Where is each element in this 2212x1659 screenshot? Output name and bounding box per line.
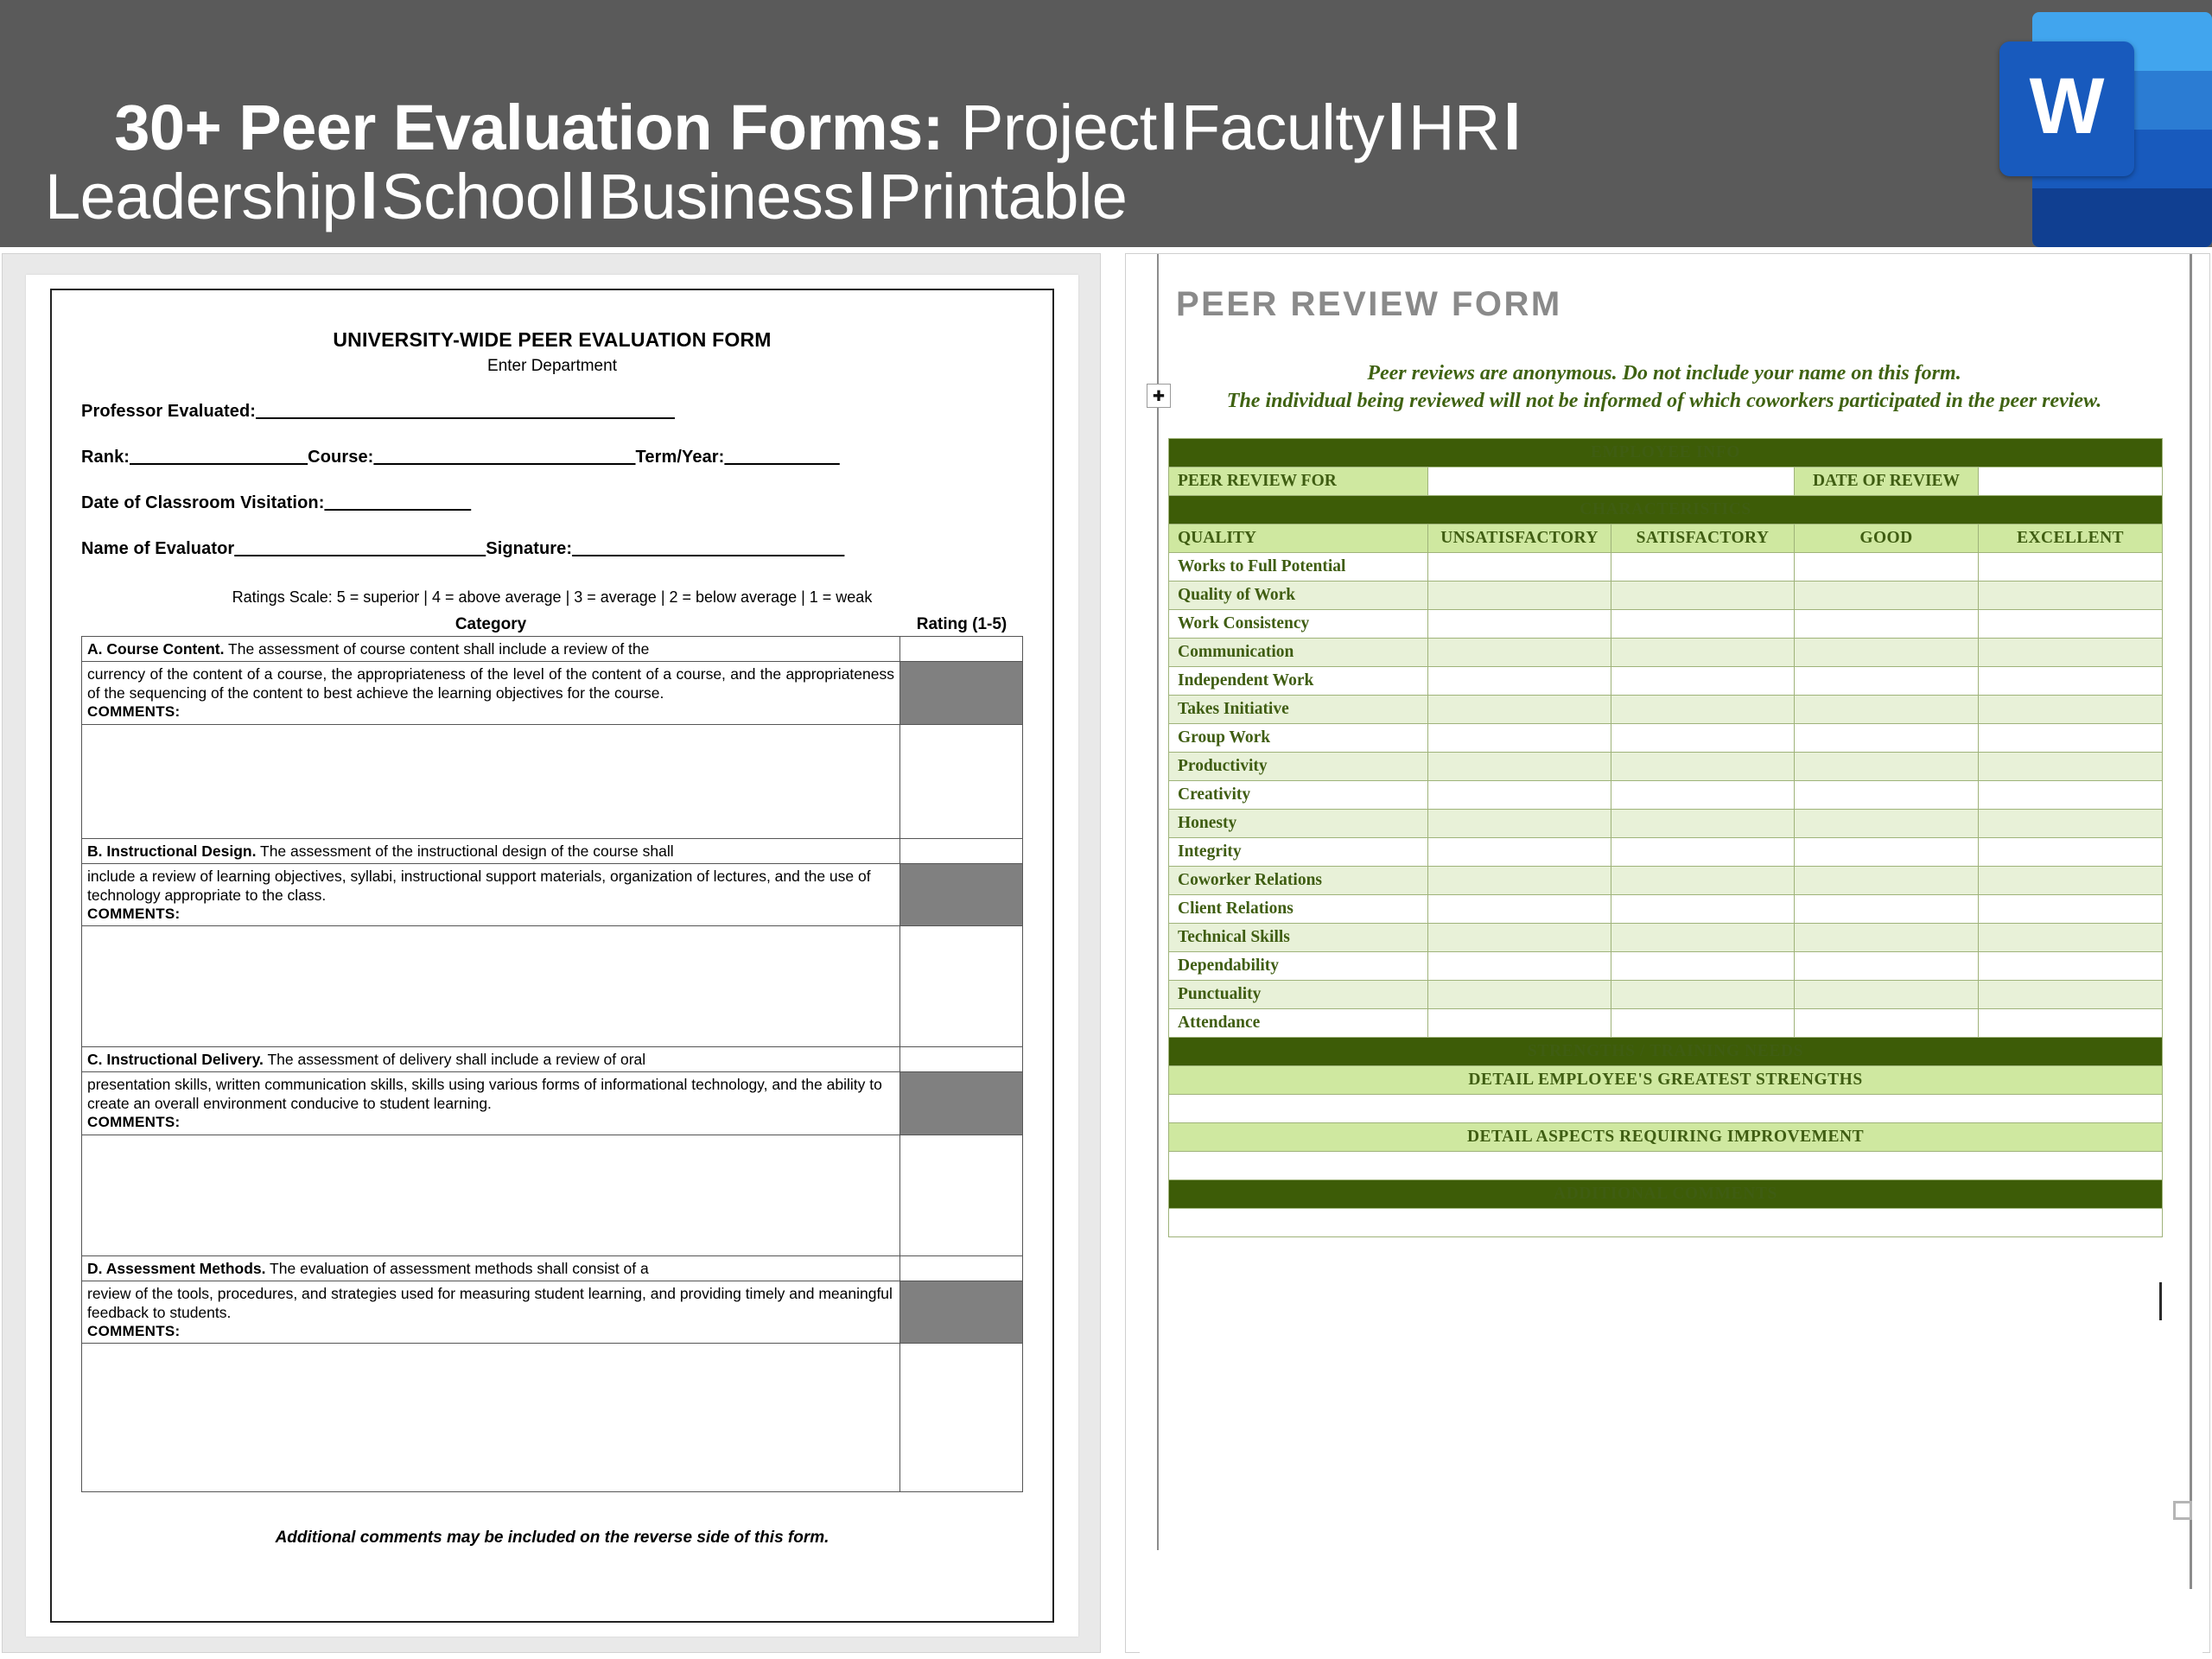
input-date-of-review[interactable] <box>1979 467 2163 496</box>
rating-cell-unsatisfactory[interactable] <box>1428 867 1611 895</box>
title-item-7: Printable <box>878 160 1128 232</box>
table-row <box>1169 524 2163 553</box>
word-logo-band-4 <box>2032 188 2212 247</box>
rating-cell-excellent[interactable] <box>1979 610 2163 639</box>
table-row <box>1169 1209 2163 1237</box>
row-label-dependability: Dependability <box>1169 952 1428 981</box>
rating-cell-good[interactable] <box>1795 667 1979 696</box>
rating-cell-good[interactable] <box>1795 838 1979 867</box>
row-label-attendance: Attendance <box>1169 1009 1428 1038</box>
table-row <box>1169 724 2163 753</box>
section-a-comments-rating[interactable] <box>900 724 1023 838</box>
section-b-comments-rating[interactable] <box>900 926 1023 1047</box>
section-a-comments-label: COMMENTS: <box>87 703 181 721</box>
section-b-label: B. Instructional Design. <box>87 842 257 860</box>
table-row <box>1169 553 2163 582</box>
section-d-body-cell <box>82 1281 900 1344</box>
section-b-heading-cell <box>82 838 900 863</box>
rating-cell-good[interactable] <box>1795 924 1979 952</box>
col-header-excellent: EXCELLENT <box>1979 524 2163 553</box>
title-sep-3: l <box>1503 91 1521 163</box>
rating-cell-satisfactory[interactable] <box>1611 952 1795 981</box>
rating-cell-unsatisfactory[interactable] <box>1428 838 1611 867</box>
table-row <box>1169 610 2163 639</box>
rating-cell-good[interactable] <box>1795 981 1979 1009</box>
label-peer-review-for: PEER REVIEW FOR <box>1169 467 1428 496</box>
rating-cell-unsatisfactory[interactable] <box>1428 895 1611 924</box>
section-b-comments-input[interactable] <box>82 926 900 1047</box>
left-doc-footer-note: Additional comments may be included on the reverse side of this form. <box>275 1529 830 1548</box>
rating-cell-unsatisfactory[interactable] <box>1428 781 1611 810</box>
table-row <box>82 863 1023 926</box>
subband-aspects-requiring-improvement: DETAIL ASPECTS REQUIRING IMPROVEMENT <box>1169 1123 2163 1152</box>
rating-cell-unsatisfactory[interactable] <box>1428 582 1611 610</box>
rating-cell-satisfactory[interactable] <box>1611 667 1795 696</box>
table-row <box>1169 439 2163 467</box>
section-c-heading-cell <box>82 1047 900 1072</box>
field-professor-rule[interactable]: ________________________________________ <box>256 402 675 421</box>
left-document-panel[interactable] <box>2 253 1101 1653</box>
field-classroom-visit-date <box>81 493 1023 513</box>
rating-cell-good[interactable] <box>1795 867 1979 895</box>
right-document-panel[interactable] <box>1125 253 2210 1653</box>
section-a-label: A. Course Content. <box>87 640 225 658</box>
table-row <box>1169 1066 2163 1095</box>
page-title <box>45 24 1929 247</box>
rating-cell-satisfactory[interactable] <box>1611 895 1795 924</box>
rating-cell-unsatisfactory[interactable] <box>1428 553 1611 582</box>
rating-cell-satisfactory[interactable] <box>1611 753 1795 781</box>
right-doc-title: PEER REVIEW FORM <box>1176 285 1562 323</box>
field-visit-rule[interactable]: ______________ <box>324 493 472 512</box>
section-a-body: currency of the content of a course, the appropriateness of the level of the content of a course, and the appropriateness of the sequencing of the content to best achieve the learning objectives for the course. <box>87 665 894 702</box>
rating-cell-satisfactory[interactable] <box>1611 1009 1795 1038</box>
table-row <box>1169 781 2163 810</box>
rating-cell-satisfactory[interactable] <box>1611 696 1795 724</box>
col-header-rating: Rating (1-5) <box>916 615 1007 633</box>
title-sep-4: l <box>360 160 378 232</box>
page-header-banner <box>0 0 2212 247</box>
table-row <box>1169 981 2163 1009</box>
word-logo-tile <box>1999 41 2134 176</box>
field-visit-label: Date of Classroom Visitation: <box>81 493 325 512</box>
rating-cell-excellent[interactable] <box>1979 895 2163 924</box>
table-row <box>1169 1123 2163 1152</box>
field-evaluator-label: Name of Evaluator <box>81 539 235 558</box>
table-move-handle-icon[interactable]: ✚ <box>1147 384 1171 408</box>
rating-cell-excellent[interactable] <box>1979 952 2163 981</box>
section-c-label: C. Instructional Delivery. <box>87 1051 264 1069</box>
section-d-headtext: The evaluation of assessment methods shall consist of a <box>265 1259 649 1277</box>
section-c-shaded-cell <box>900 1072 1023 1135</box>
table-row <box>1169 1009 2163 1038</box>
section-b-rating-input[interactable] <box>900 838 1023 863</box>
rating-cell-unsatisfactory[interactable] <box>1428 639 1611 667</box>
rating-cell-good[interactable] <box>1795 639 1979 667</box>
evaluation-criteria-table <box>81 636 1023 1492</box>
col-header-satisfactory: SATISFACTORY <box>1611 524 1795 553</box>
field-professor-evaluated <box>81 402 1023 422</box>
rating-cell-good[interactable] <box>1795 610 1979 639</box>
section-d-comments-label: COMMENTS: <box>87 1322 181 1339</box>
right-document-page <box>1140 254 2202 1654</box>
rating-cell-good[interactable] <box>1795 781 1979 810</box>
row-label-independent-work: Independent Work <box>1169 667 1428 696</box>
ratings-scale-text: Ratings Scale: 5 = superior | 4 = above average | 3 = average | 2 = below average | 1 = weak <box>232 588 873 606</box>
rating-cell-satisfactory[interactable] <box>1611 582 1795 610</box>
rating-cell-good[interactable] <box>1795 753 1979 781</box>
row-label-client-relations: Client Relations <box>1169 895 1428 924</box>
rating-cell-excellent[interactable] <box>1979 553 2163 582</box>
input-greatest-strengths[interactable] <box>1169 1095 2163 1123</box>
page-title-space <box>944 92 961 163</box>
table-row <box>82 1135 1023 1255</box>
section-a-heading-cell <box>82 637 900 662</box>
right-doc-intro <box>1176 359 2152 415</box>
table-row <box>1169 753 2163 781</box>
rating-cell-excellent[interactable] <box>1979 810 2163 838</box>
rating-cell-satisfactory[interactable] <box>1611 924 1795 952</box>
table-row <box>82 662 1023 725</box>
section-d-shaded-cell <box>900 1281 1023 1344</box>
col-header-good: GOOD <box>1795 524 1979 553</box>
rating-cell-satisfactory[interactable] <box>1611 981 1795 1009</box>
rating-cell-unsatisfactory[interactable] <box>1428 981 1611 1009</box>
rating-cell-excellent[interactable] <box>1979 753 2163 781</box>
rating-cell-unsatisfactory[interactable] <box>1428 696 1611 724</box>
rating-cell-good[interactable] <box>1795 810 1979 838</box>
rating-cell-good[interactable] <box>1795 1009 1979 1038</box>
rating-cell-excellent[interactable] <box>1979 639 2163 667</box>
section-b-shaded-cell <box>900 863 1023 926</box>
table-row <box>1169 924 2163 952</box>
band-additional-comments: ADDITIONAL COMMENTS <box>1169 1180 2163 1209</box>
row-label-work-consistency: Work Consistency <box>1169 610 1428 639</box>
title-item-6: Business <box>598 160 855 232</box>
section-d-comments-rating[interactable] <box>900 1344 1023 1492</box>
table-row <box>82 838 1023 863</box>
section-b-body: include a review of learning objectives, syllabi, instructional support materials, organization of lectures, and the use of technology appropriate to the class. <box>87 867 871 904</box>
table-row <box>1169 496 2163 524</box>
section-d-label: D. Assessment Methods. <box>87 1259 266 1277</box>
rating-cell-unsatisfactory[interactable] <box>1428 667 1611 696</box>
title-item-4: Leadership <box>45 160 358 232</box>
band-employee-info: EMPLOYEE INFO <box>1169 439 2163 467</box>
field-term-rule[interactable]: ___________ <box>724 448 840 467</box>
title-sep-1: l <box>1160 91 1178 163</box>
label-date-of-review: DATE OF REVIEW <box>1795 467 1979 496</box>
field-term-label: Term/Year: <box>635 448 725 467</box>
field-course-rule[interactable]: _________________________ <box>373 448 636 467</box>
row-label-coworker-relations: Coworker Relations <box>1169 867 1428 895</box>
table-row <box>1169 1152 2163 1180</box>
title-item-1: Project <box>960 91 1157 163</box>
title-item-2: Faculty <box>1180 91 1384 163</box>
rating-cell-good[interactable] <box>1795 895 1979 924</box>
col-header-unsatisfactory: UNSATISFACTORY <box>1428 524 1611 553</box>
field-rank-rule[interactable]: _________________ <box>130 448 308 467</box>
table-row <box>1169 667 2163 696</box>
table-row <box>82 926 1023 1047</box>
rating-cell-satisfactory[interactable] <box>1611 867 1795 895</box>
rating-cell-excellent[interactable] <box>1979 724 2163 753</box>
rating-cell-unsatisfactory[interactable] <box>1428 753 1611 781</box>
rating-cell-excellent[interactable] <box>1979 667 2163 696</box>
col-header-quality: QUALITY <box>1169 524 1428 553</box>
section-a-headtext: The assessment of course content shall include a review of the <box>224 640 650 658</box>
right-doc-intro-line2: The individual being reviewed will not be informed of which coworkers participated in the peer review. <box>1226 390 2102 413</box>
section-d-heading-cell <box>82 1255 900 1281</box>
table-row <box>1169 810 2163 838</box>
documents-stage <box>0 247 2212 1659</box>
row-label-productivity: Productivity <box>1169 753 1428 781</box>
rating-cell-unsatisfactory[interactable] <box>1428 610 1611 639</box>
rating-cell-excellent[interactable] <box>1979 838 2163 867</box>
left-document-border-frame <box>50 289 1054 1623</box>
page-title-bold: 30+ Peer Evaluation Forms: <box>114 91 944 163</box>
section-c-body: presentation skills, written communication skills, skills using various forms of informational technology, and the ability to create an overall environment conducive to student learning. <box>87 1076 882 1113</box>
section-c-body-cell <box>82 1072 900 1135</box>
right-margin-rule <box>2190 254 2192 1589</box>
table-row <box>1169 838 2163 867</box>
left-doc-subtitle: Enter Department <box>487 357 617 375</box>
rating-cell-unsatisfactory[interactable] <box>1428 810 1611 838</box>
table-row <box>82 1281 1023 1344</box>
section-a-rating-input[interactable] <box>900 637 1023 662</box>
col-header-category: Category <box>454 615 527 633</box>
field-signature-rule[interactable]: __________________________ <box>572 539 845 558</box>
rating-cell-satisfactory[interactable] <box>1611 724 1795 753</box>
rating-cell-good[interactable] <box>1795 553 1979 582</box>
section-d-body: review of the tools, procedures, and strategies used for measuring student learning, and providing timely and meaningful feedback to students. <box>87 1284 893 1321</box>
row-label-honesty: Honesty <box>1169 810 1428 838</box>
field-rank-course-term <box>81 448 1023 467</box>
section-b-body-cell <box>82 863 900 926</box>
row-label-creativity: Creativity <box>1169 781 1428 810</box>
rating-cell-excellent[interactable] <box>1979 924 2163 952</box>
left-document-page <box>26 275 1078 1637</box>
table-row <box>82 1072 1023 1135</box>
rating-cell-excellent[interactable] <box>1979 696 2163 724</box>
section-a-comments-input[interactable] <box>82 724 900 838</box>
rating-cell-excellent[interactable] <box>1979 981 2163 1009</box>
text-cursor-caret <box>2159 1282 2162 1320</box>
row-label-takes-initiative: Takes Initiative <box>1169 696 1428 724</box>
field-course-label: Course: <box>308 448 374 467</box>
row-label-communication: Communication <box>1169 639 1428 667</box>
university-peer-evaluation-form <box>52 290 1052 1621</box>
title-sep-6: l <box>857 160 875 232</box>
section-a-body-cell <box>82 662 900 725</box>
title-item-3: HR <box>1408 91 1500 163</box>
rating-cell-satisfactory[interactable] <box>1611 810 1795 838</box>
section-a-shaded-cell <box>900 662 1023 725</box>
microsoft-word-logo-icon <box>1999 0 2212 247</box>
table-row <box>1169 467 2163 496</box>
table-row <box>1169 952 2163 981</box>
table-row <box>1169 867 2163 895</box>
subband-greatest-strengths: DETAIL EMPLOYEE'S GREATEST STRENGTHS <box>1169 1066 2163 1095</box>
rating-cell-satisfactory[interactable] <box>1611 610 1795 639</box>
table-row <box>82 1047 1023 1072</box>
rating-cell-excellent[interactable] <box>1979 781 2163 810</box>
section-d-rating-input[interactable] <box>900 1255 1023 1281</box>
table-row <box>1169 1095 2163 1123</box>
band-characteristics: CHARACTERISTICS <box>1169 496 2163 524</box>
section-d-comments-input[interactable] <box>82 1344 900 1492</box>
table-row <box>82 1255 1023 1281</box>
rating-cell-good[interactable] <box>1795 582 1979 610</box>
section-c-rating-input[interactable] <box>900 1047 1023 1072</box>
field-rank-label: Rank: <box>81 448 130 467</box>
peer-review-form-table <box>1168 438 2163 1237</box>
row-label-quality-of-work: Quality of Work <box>1169 582 1428 610</box>
rating-cell-good[interactable] <box>1795 952 1979 981</box>
section-c-comments-input[interactable] <box>82 1135 900 1255</box>
rating-cell-satisfactory[interactable] <box>1611 781 1795 810</box>
row-label-punctuality: Punctuality <box>1169 981 1428 1009</box>
table-row <box>1169 1180 2163 1209</box>
rating-cell-satisfactory[interactable] <box>1611 639 1795 667</box>
input-additional-comments[interactable] <box>1169 1209 2163 1237</box>
row-label-works-to-full-potential: Works to Full Potential <box>1169 553 1428 582</box>
rating-cell-excellent[interactable] <box>1979 1009 2163 1038</box>
input-peer-review-for[interactable] <box>1428 467 1795 496</box>
section-c-comments-rating[interactable] <box>900 1135 1023 1255</box>
field-professor-label: Professor Evaluated: <box>81 402 257 421</box>
title-sep-5: l <box>577 160 595 232</box>
rating-cell-excellent[interactable] <box>1979 582 2163 610</box>
table-row <box>82 724 1023 838</box>
rating-cell-good[interactable] <box>1795 724 1979 753</box>
left-doc-title: UNIVERSITY-WIDE PEER EVALUATION FORM <box>333 328 772 351</box>
section-c-comments-label: COMMENTS: <box>87 1114 181 1131</box>
table-row <box>1169 895 2163 924</box>
table-row <box>1169 639 2163 667</box>
rating-cell-satisfactory[interactable] <box>1611 553 1795 582</box>
table-row <box>1169 582 2163 610</box>
row-label-group-work: Group Work <box>1169 724 1428 753</box>
table-row <box>1169 1038 2163 1066</box>
rating-cell-unsatisfactory[interactable] <box>1428 924 1611 952</box>
field-evaluator-rule[interactable]: ________________________ <box>234 539 486 558</box>
table-resize-handle-icon[interactable] <box>2173 1501 2192 1520</box>
band-strengths-training-needs: STRENGTHS / TRAINING NEEDS <box>1169 1038 2163 1066</box>
word-logo-letter: W <box>2029 62 2105 150</box>
left-margin-rule <box>1157 254 1159 1550</box>
field-signature-label: Signature: <box>486 539 573 558</box>
input-aspects-requiring-improvement[interactable] <box>1169 1152 2163 1180</box>
rating-cell-excellent[interactable] <box>1979 867 2163 895</box>
rating-cell-good[interactable] <box>1795 696 1979 724</box>
right-doc-intro-line1: Peer reviews are anonymous. Do not include your name on this form. <box>1367 362 1961 385</box>
rating-cell-unsatisfactory[interactable] <box>1428 1009 1611 1038</box>
table-row <box>82 637 1023 662</box>
section-b-headtext: The assessment of the instructional design of the course shall <box>256 842 674 860</box>
field-evaluator-signature <box>81 539 1023 559</box>
rating-cell-unsatisfactory[interactable] <box>1428 724 1611 753</box>
section-c-headtext: The assessment of delivery shall include a review of oral <box>263 1051 646 1069</box>
title-sep-2: l <box>1387 91 1405 163</box>
table-row <box>82 1344 1023 1492</box>
table-row <box>1169 696 2163 724</box>
rating-cell-unsatisfactory[interactable] <box>1428 952 1611 981</box>
left-table-header-row <box>81 615 1023 634</box>
row-label-integrity: Integrity <box>1169 838 1428 867</box>
row-label-technical-skills: Technical Skills <box>1169 924 1428 952</box>
title-item-5: School <box>381 160 575 232</box>
rating-cell-satisfactory[interactable] <box>1611 838 1795 867</box>
section-b-comments-label: COMMENTS: <box>87 905 181 922</box>
